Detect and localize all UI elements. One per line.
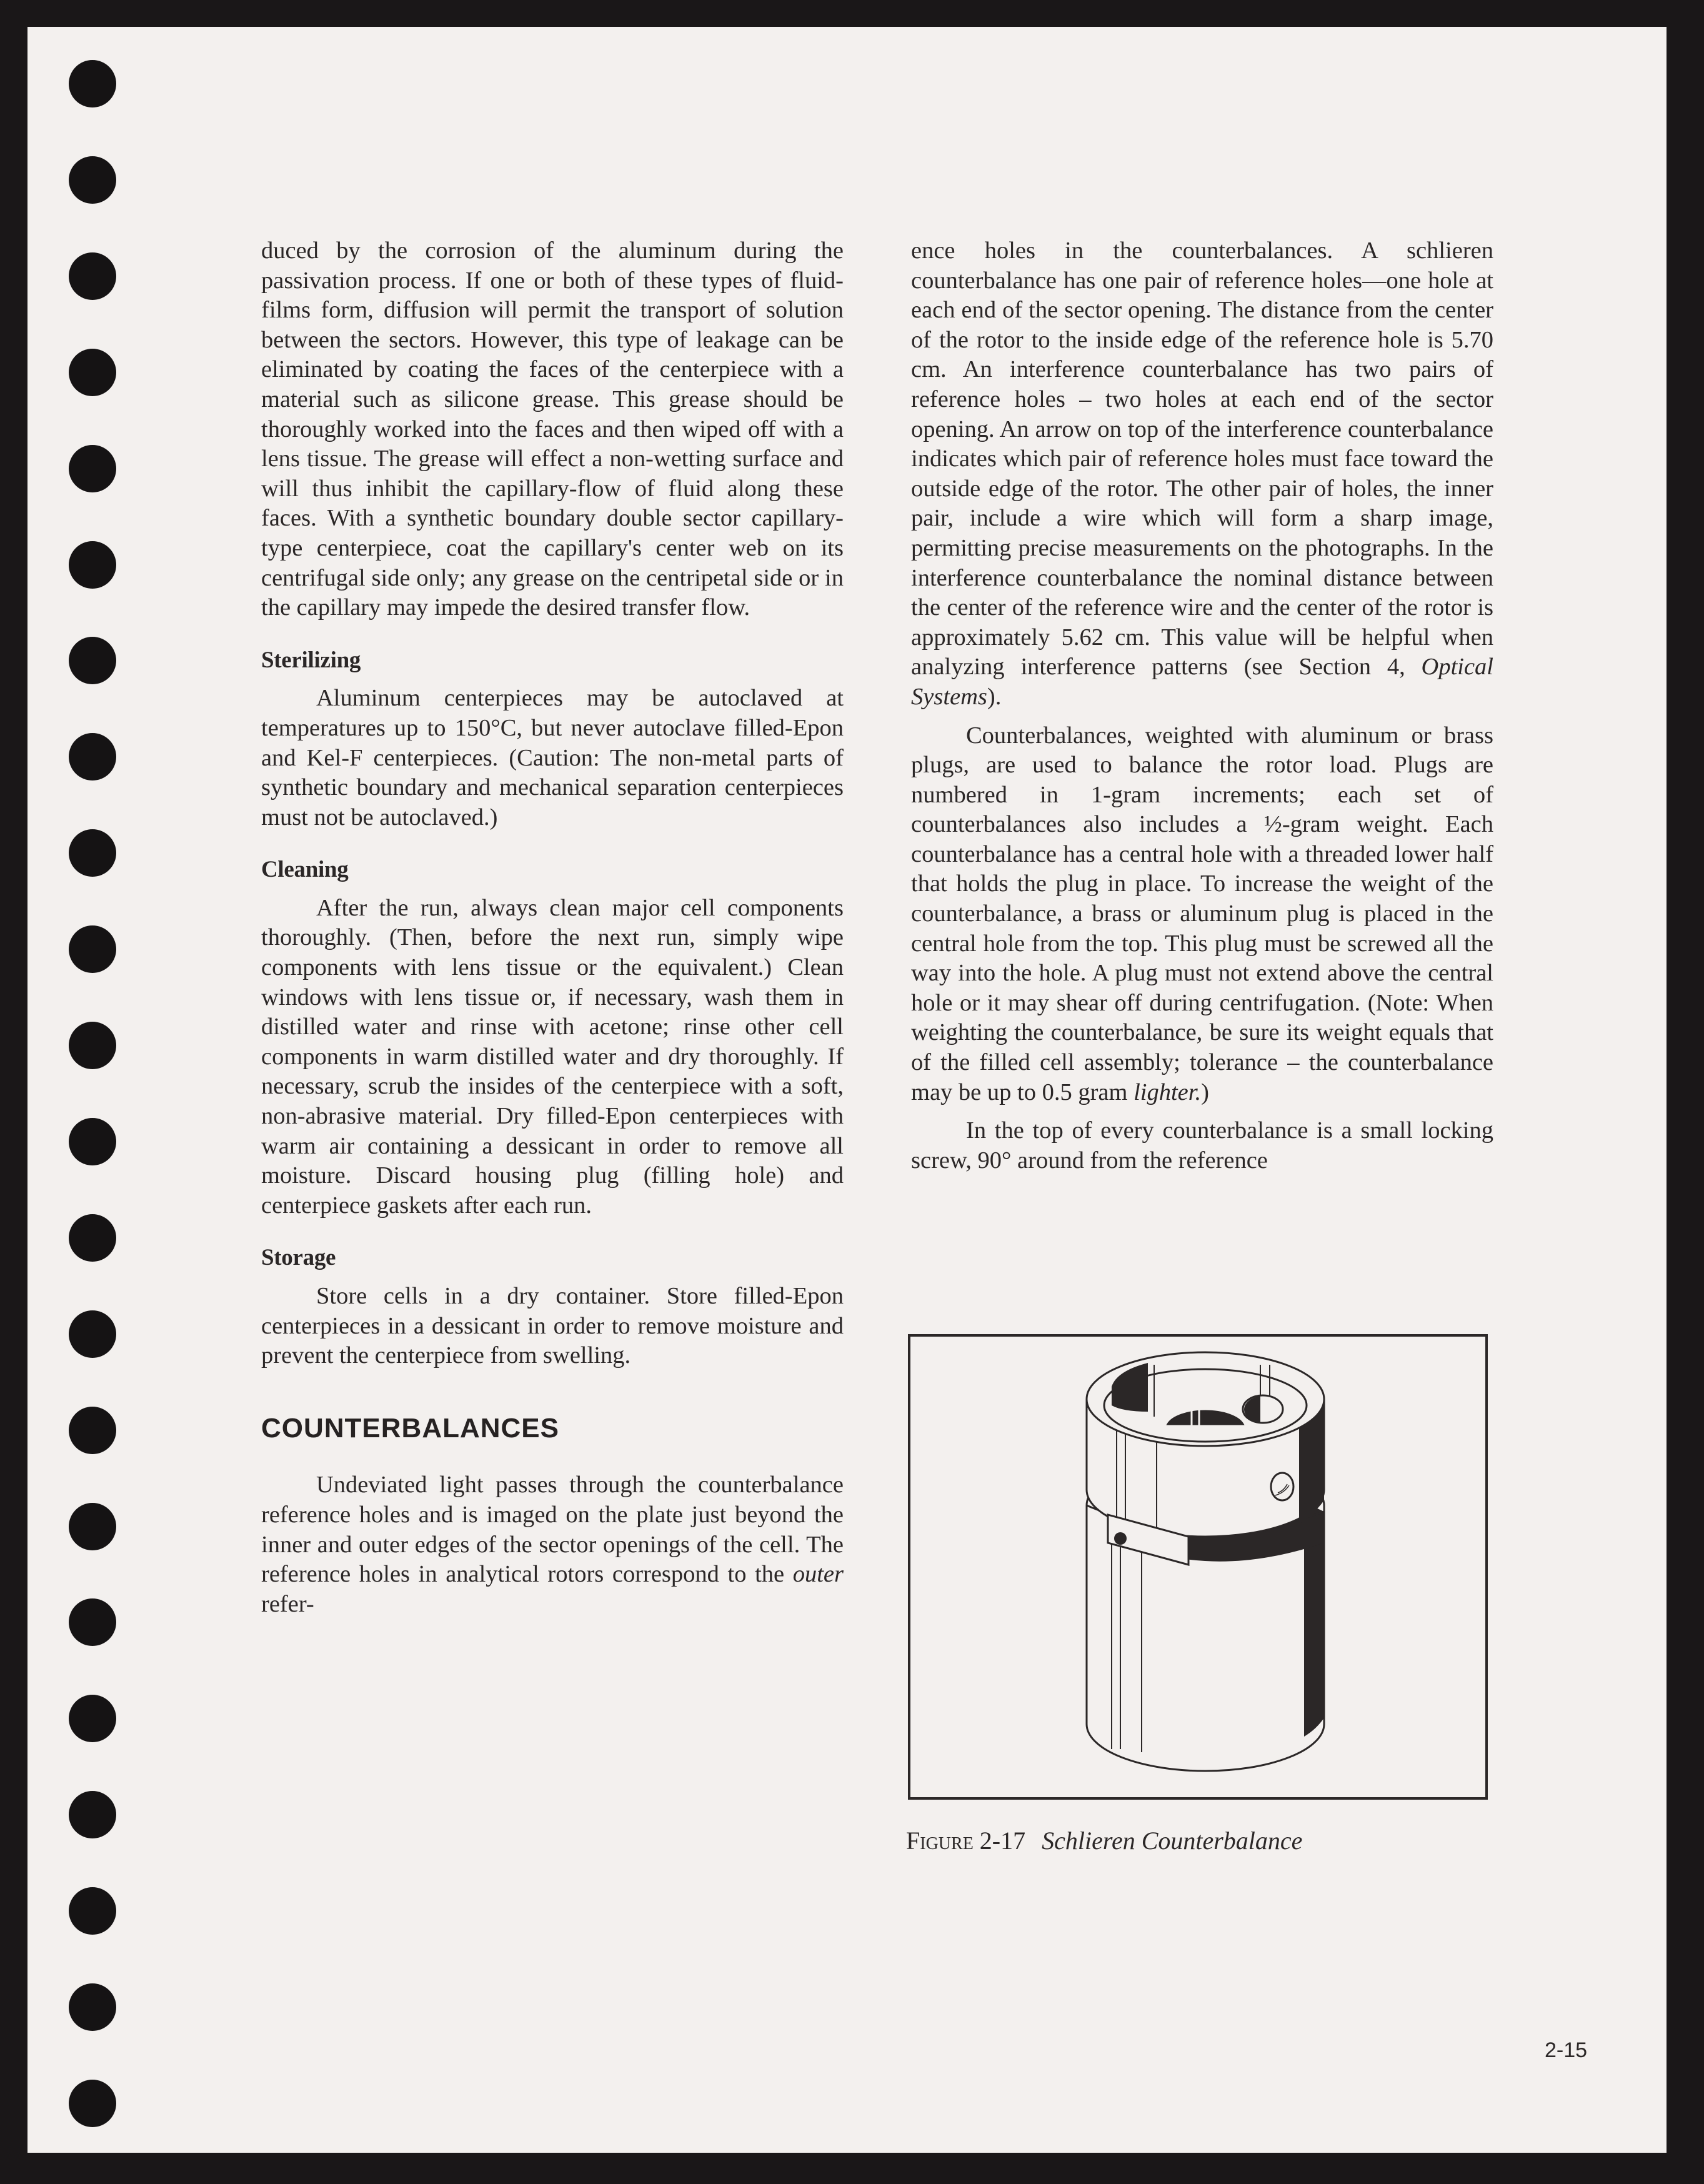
figure-label: Figure 2-17 [906,1827,1026,1855]
paragraph-counterbalances-intro: Undeviated light passes through the counterbalance reference holes and is imaged on the plate just beyond the inner and outer edges of the sector openings of the cell. The reference holes in analytical rotors correspond to the outer refer- [261,1472,844,1617]
punch-hole-icon [69,349,116,396]
punch-hole-icon [69,1887,116,1935]
punch-hole-icon [69,60,116,107]
punch-hole-icon [69,925,116,973]
punch-hole-icon [69,1310,116,1358]
heading-cleaning: Cleaning [261,857,349,883]
punch-hole-icon [69,1598,116,1646]
right-column [911,236,1493,1175]
figure-caption [906,1826,1302,1855]
punch-hole-icon [69,1695,116,1742]
figure-title: Schlieren Counterbalance [1042,1827,1303,1855]
section-title-counterbalances: COUNTERBALANCES [261,1412,559,1444]
paragraph-passivation: duced by the corrosion of the aluminum during the passivation process. If one or both of these types of fluid-films form, diffusion will permit the transport of solution between the sectors. However, this type of leakage can be eliminated by coating the faces of the centerpiece with a material such as silicone grease. This grease should be thoroughly worked into the faces and then wiped off with a lens tissue. The grease will effect a non-wetting surface and will thus inhibit the capillary-flow of fluid along these faces. With a synthetic boundary double sector capillary-type centerpiece, coat the capillary's center web on its centrifugal side only; any grease on the centripetal side or in the capillary may impede the desired transfer flow. [261,237,844,621]
punch-hole-icon [69,1503,116,1550]
paragraph-locking-screw: In the top of every counterbalance is a small locking screw, 90° around from the reference [911,1117,1493,1174]
page-number: 2-15 [1545,2038,1588,2062]
heading-sterilizing: Sterilizing [261,647,361,673]
punch-hole-icon [69,1407,116,1454]
punch-hole-icon [69,1983,116,2031]
figure-2-17 [908,1334,1488,1800]
punch-hole-icon [69,1214,116,1262]
punch-hole-icon [69,1118,116,1165]
paragraph-reference-holes: ence holes in the counterbalances. A schlieren counterbalance has one pair of reference holes—one hole at each end of the sector opening. The distance from the center of the rotor to the inside edge of the reference hole is 5.70 cm. An interference counterbalance has two pairs of reference holes – two holes at each end of the sector opening. An arrow on top of the interference counterbalance indicates which pair of reference holes must face toward the outside edge of the rotor. The other pair of holes, the inner pair, include a wire which will form a sharp image, permitting precise measurements on the photographs. In the interference counterbalance the nominal distance between the center of the reference wire and the center of the rotor is approximately 5.62 cm. This value will be helpful when analyzing interference patterns (see Section 4, Optical Systems). [911,237,1493,710]
punch-hole-icon [69,445,116,492]
punch-hole-icon [69,156,116,204]
schlieren-counterbalance-drawing [910,1337,1485,1797]
left-column [261,236,844,1619]
punch-hole-icon [69,829,116,877]
punch-hole-icon [69,637,116,684]
punch-hole-icon [69,1022,116,1069]
heading-storage: Storage [261,1245,336,1271]
punch-hole-icon [69,252,116,300]
punch-hole-icon [69,733,116,780]
paragraph-storage: Store cells in a dry container. Store filled-Epon centerpieces in a dessicant in order to remove moisture and prevent the centerpiece from swelling. [261,1283,844,1369]
punch-hole-icon [69,2080,116,2127]
paragraph-cleaning: After the run, always clean major cell components thoroughly. (Then, before the next run, simply wipe components with lens tissue or the equivalent.) Clean windows with lens tissue or, if necessary, wash them in distilled water and rinse with acetone; rinse other cell components in warm distilled water and dry thoroughly. If necessary, scrub the insides of the centerpiece with a soft, non-abrasive material. Dry filled-Epon centerpieces with warm air containing a dessicant in order to remove all moisture. Discard housing plug (filling hole) and centerpiece gaskets after each run. [261,894,844,1219]
punch-hole-icon [69,541,116,589]
punch-hole-icon [69,1791,116,1838]
paragraph-plugs: Counterbalances, weighted with aluminum or brass plugs, are used to balance the rotor load. Plugs are numbered in 1-gram increments; each set of counterbalances also includes a ½-gram weight. Each counterbalance has a central hole with a threaded lower half that holds the plug in place. To increase the weight of the counterbalance, a brass or aluminum plug is placed in the central hole from the top. This plug must be screwed all the way into the hole. A plug must not extend above the central hole or it may shear off during centrifugation. (Note: When weighting the counterbalance, be sure its weight equals that of the filled cell assembly; tolerance – the counterbalance may be up to 0.5 gram lighter.) [911,722,1493,1105]
paragraph-sterilizing: Aluminum centerpieces may be autoclaved at temperatures up to 150°C, but never autoclave filled-Epon and Kel-F centerpieces. (Caution: The non-metal parts of synthetic boundary and mechanical separation centerpieces must not be autoclaved.) [261,685,844,830]
